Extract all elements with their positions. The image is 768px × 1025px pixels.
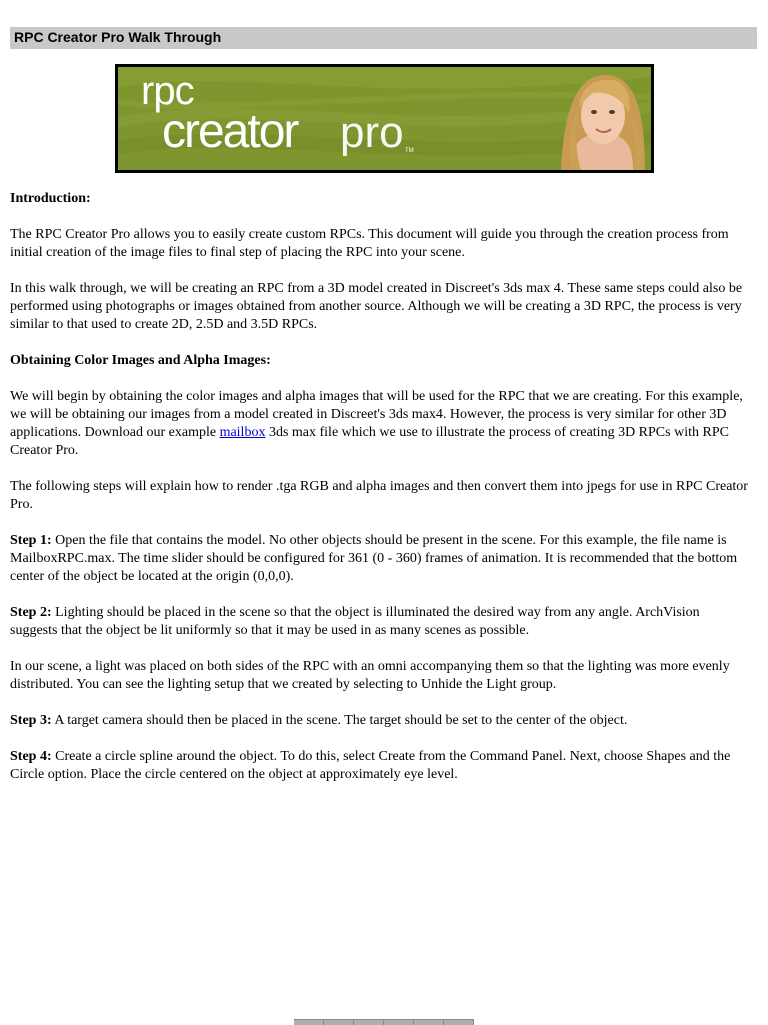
logo-trademark: TM <box>405 148 414 154</box>
step-1-label: Step 1: <box>10 533 52 548</box>
lighting-paragraph: In our scene, a light was placed on both sides of the RPC with an omni accompanying them so that the lighting was more evenly distributed. You can see the lighting setup that we created by selecting to Unhide the Light group. <box>10 659 730 692</box>
obtaining-images-heading: Obtaining Color Images and Alpha Images: <box>10 353 271 368</box>
step-2-text: Lighting should be placed in the scene so that the object is illuminated the desired way from any angle. ArchVision suggests that the object be lit uniformly so that it may be used in as many scenes as possible. <box>10 605 700 638</box>
woman-portrait-image <box>541 67 651 170</box>
step-3-label: Step 3: <box>10 713 52 728</box>
obtaining-text-before-link: We will begin by obtaining the color images and alpha images that will be used for the RPC that we are creating. For this example, we will be obtaining our images from a model created in Discreet's 3ds max4. However, the process is very similar for other 3D applications. Download our example <box>10 389 743 440</box>
mailbox-download-link[interactable]: mailbox <box>219 425 266 440</box>
step-2-label: Step 2: <box>10 605 52 620</box>
introduction-paragraph-1: The RPC Creator Pro allows you to easily create custom RPCs. This document will guide you through the creation process from initial creation of the image files to final step of placing the RPC into your scene. <box>10 227 729 260</box>
step-4-paragraph <box>10 748 750 784</box>
step-1-paragraph <box>10 532 750 586</box>
step-3-paragraph <box>10 712 750 730</box>
page-navigation-strip <box>294 1019 474 1025</box>
logo-creator-text: creator <box>162 105 298 158</box>
introduction-paragraph-2: In this walk through, we will be creating an RPC from a 3D model created in Discreet's 3ds max 4. These same steps could also be performed using photographs or images obtained from another source. Although we will be creating a 3D RPC, the process is very similar to that used to create 2D, 2.5D and 3.5D RPCs. <box>10 281 743 332</box>
obtaining-images-paragraph-1 <box>10 388 750 460</box>
logo-rpc-text: rpc <box>141 69 194 113</box>
logo-pro-text: pro <box>340 108 404 157</box>
step-3-text: A target camera should then be placed in the scene. The target should be set to the center of the object. <box>51 713 628 728</box>
page-title: RPC Creator Pro Walk Through <box>10 27 757 49</box>
step-1-text: Open the file that contains the model. No other objects should be present in the scene. For this example, the file name is MailboxRPC.max. The time slider should be configured for 361 (0 - 360) frames of animation. It is recommended that the bottom center of the object be located at the origin (0,0,0). <box>10 533 738 584</box>
step-4-text: Create a circle spline around the object. To do this, select Create from the Command Panel. Next, choose Shapes and the Circle option. Place the circle centered on the object at approximately eye level. <box>10 749 731 782</box>
step-2-paragraph <box>10 604 750 640</box>
obtaining-text-after-link: 3ds max file which we use to illustrate the process of creating 3D RPCs with RPC Creator Pro. <box>10 425 729 458</box>
rpc-creator-pro-banner <box>115 64 654 173</box>
introduction-heading: Introduction: <box>10 191 91 206</box>
obtaining-images-paragraph-2: The following steps will explain how to render .tga RGB and alpha images and then convert them into jpegs for use in RPC Creator Pro. <box>10 479 748 512</box>
article-body <box>10 190 750 802</box>
step-4-label: Step 4: <box>10 749 52 764</box>
